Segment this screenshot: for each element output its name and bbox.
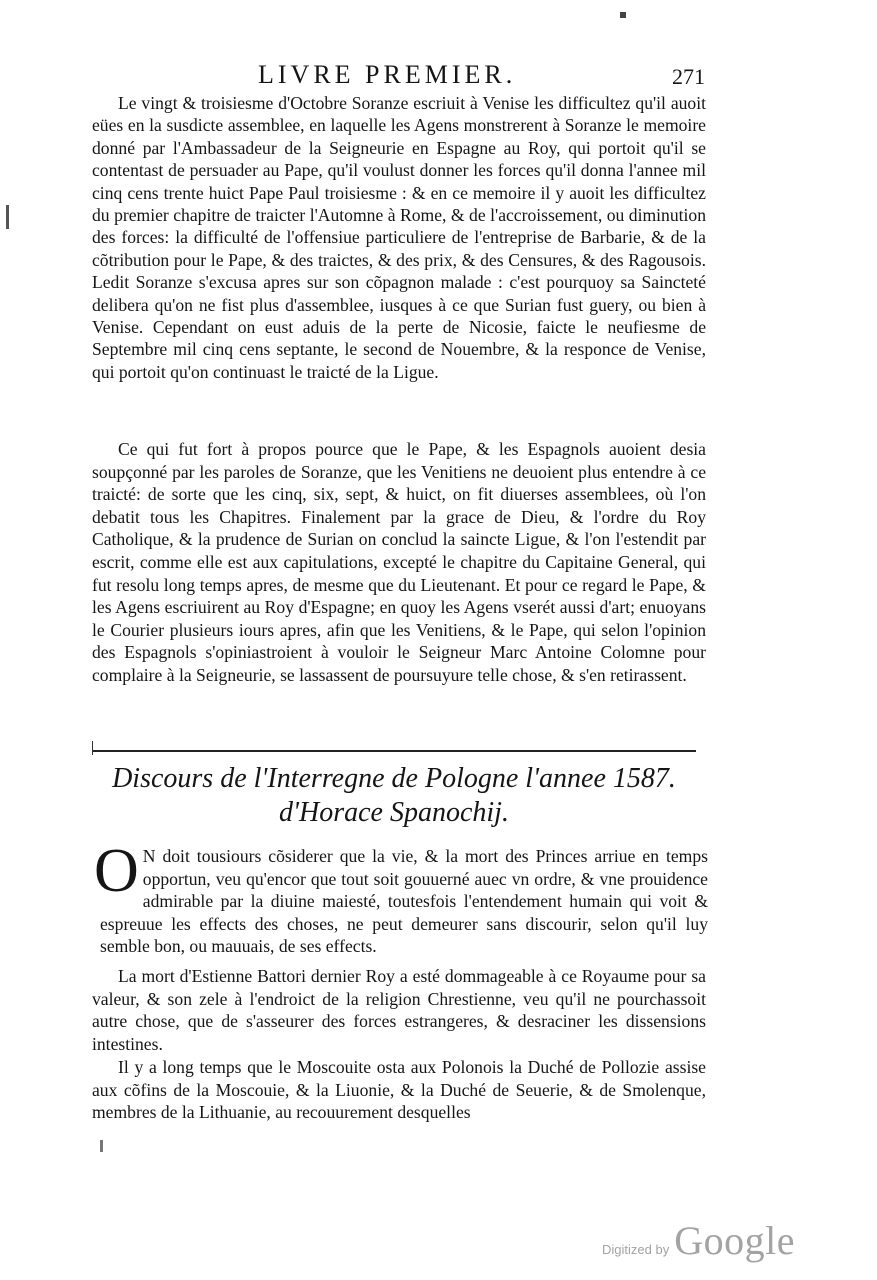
drop-cap: O bbox=[94, 837, 139, 905]
scan-margin-mark bbox=[100, 1140, 103, 1152]
body-paragraph-1: Le vingt & troisiesme d'Octobre Soranze escriuit à Venise les difficultez qu'il auoit eües en la susdicte assemblee, en laquelle les Agens monstrerent à Soranze le memoire donné par l'Ambassadeur de la Seigneurie en Espagne au Roy, qui portoit qu'il se contentast de persuader au Pape, qu'il voulust donner les forces qu'il donna l'annee mil cinq cens trente huict Pape Paul troisiesme : & en ce memoire il y auoit les difficultez du premier chapitre de traicter l'Automne à Rome, & de l'accroissement, ou diminution des forces: la difficulté de l'offensiue particuliere de l'entreprise de Barbarie, & de la cõtribution pour le Pape, & des traictes, & des prix, & des Censures, & des Ragousois. Ledit Soranze s'excusa apres sur son cõpagnon malade : c'est pourquoy sa Saincteté delibera qu'on ne fist plus d'assemblee, iusques à ce que Surian fust guery, ou bien à Venise. Cependant on eust aduis de la perte de Nicosie, faicte le neufiesme de Septembre mil cinq cens septante, le second de Nouembre, & la responce de Venise, qui portoit qu'on continuast le traicté de la Ligue. bbox=[92, 93, 706, 382]
section-divider bbox=[92, 750, 696, 752]
section-paragraph-1 bbox=[94, 837, 708, 958]
scan-margin-mark bbox=[6, 205, 9, 229]
section-divider-tick bbox=[92, 741, 93, 755]
section-paragraph-1-text: N doit tousiours cõsiderer que la vie, & la mort des Princes arriue en temps opportun, veu qu'encor que tout soit gouuerné auec vn ordre, & vne prouidence admirable par la diuine maiesté, toutesfois l'entendement humain qui voit & espreuue les effects des choses, ne peut demeurer sans discourir, selon qu'il luy semble bon, ou mauuais, de ses effects. bbox=[100, 846, 708, 956]
section-title: Discours de l'Interregne de Pologne l'annee 1587. bbox=[112, 763, 676, 794]
section-paragraph-2: La mort d'Estienne Battori dernier Roy a esté dommageable à ce Royaume pour sa valeur, & son zele à l'endroict de la religion Chrestienne, veu qu'il ne pourchassoit autre chose, que de s'asseurer des forces estrangeres, & desraciner les dissensions intestines. bbox=[92, 966, 706, 1054]
section-paragraph-3: Il y a long temps que le Moscouite osta aux Polonois la Duché de Pollozie assise aux cõfins de la Moscouie, & la Liuonie, & la Duché de Seuerie, & de Smolenque, membres de la Lithuanie, au recouurement desquelles bbox=[92, 1057, 706, 1123]
section-subtitle: d'Horace Spanochij. bbox=[279, 797, 509, 828]
digitization-watermark bbox=[602, 1217, 795, 1264]
watermark-small-text: Digitized by bbox=[602, 1242, 670, 1257]
google-logo: Google bbox=[674, 1218, 796, 1263]
running-head: LIVRE PREMIER. bbox=[258, 60, 517, 89]
scan-speck bbox=[620, 12, 626, 18]
page-number: 271 bbox=[672, 64, 705, 89]
body-paragraph-2: Ce qui fut fort à propos pource que le Pape, & les Espagnols auoient desia soupçonné par les paroles de Soranze, que les Venitiens ne deuoient plus entendre à ce traicté: de sorte que les cinq, six, sept, & huict, on fit diuerses assemblees, où l'on debatit tous les Chapitres. Finalement par la grace de Dieu, & l'ordre du Roy Catholique, & la prudence de Surian on conclud la saincte Ligue, & l'on l'estendit par escrit, comme elle est aux capitulations, excepté le chapitre du Capitaine General, qui fut resolu long temps apres, de mesme que du Lieutenant. Et pour ce regard le Pape, & les Agens escriuirent au Roy d'Espagne; en quoy les Agens vserét aussi d'art; enuoyans le Courier plusieurs iours apres, afin que les Venitiens, & le Pape, qui selon l'opinion des Espagnols s'opiniastroient à vouloir le Seigneur Marc Antoine Colomne pour complaire à la Seigneurie, se lassassent de poursuyure telle chose, & s'en retirassent. bbox=[92, 439, 706, 685]
